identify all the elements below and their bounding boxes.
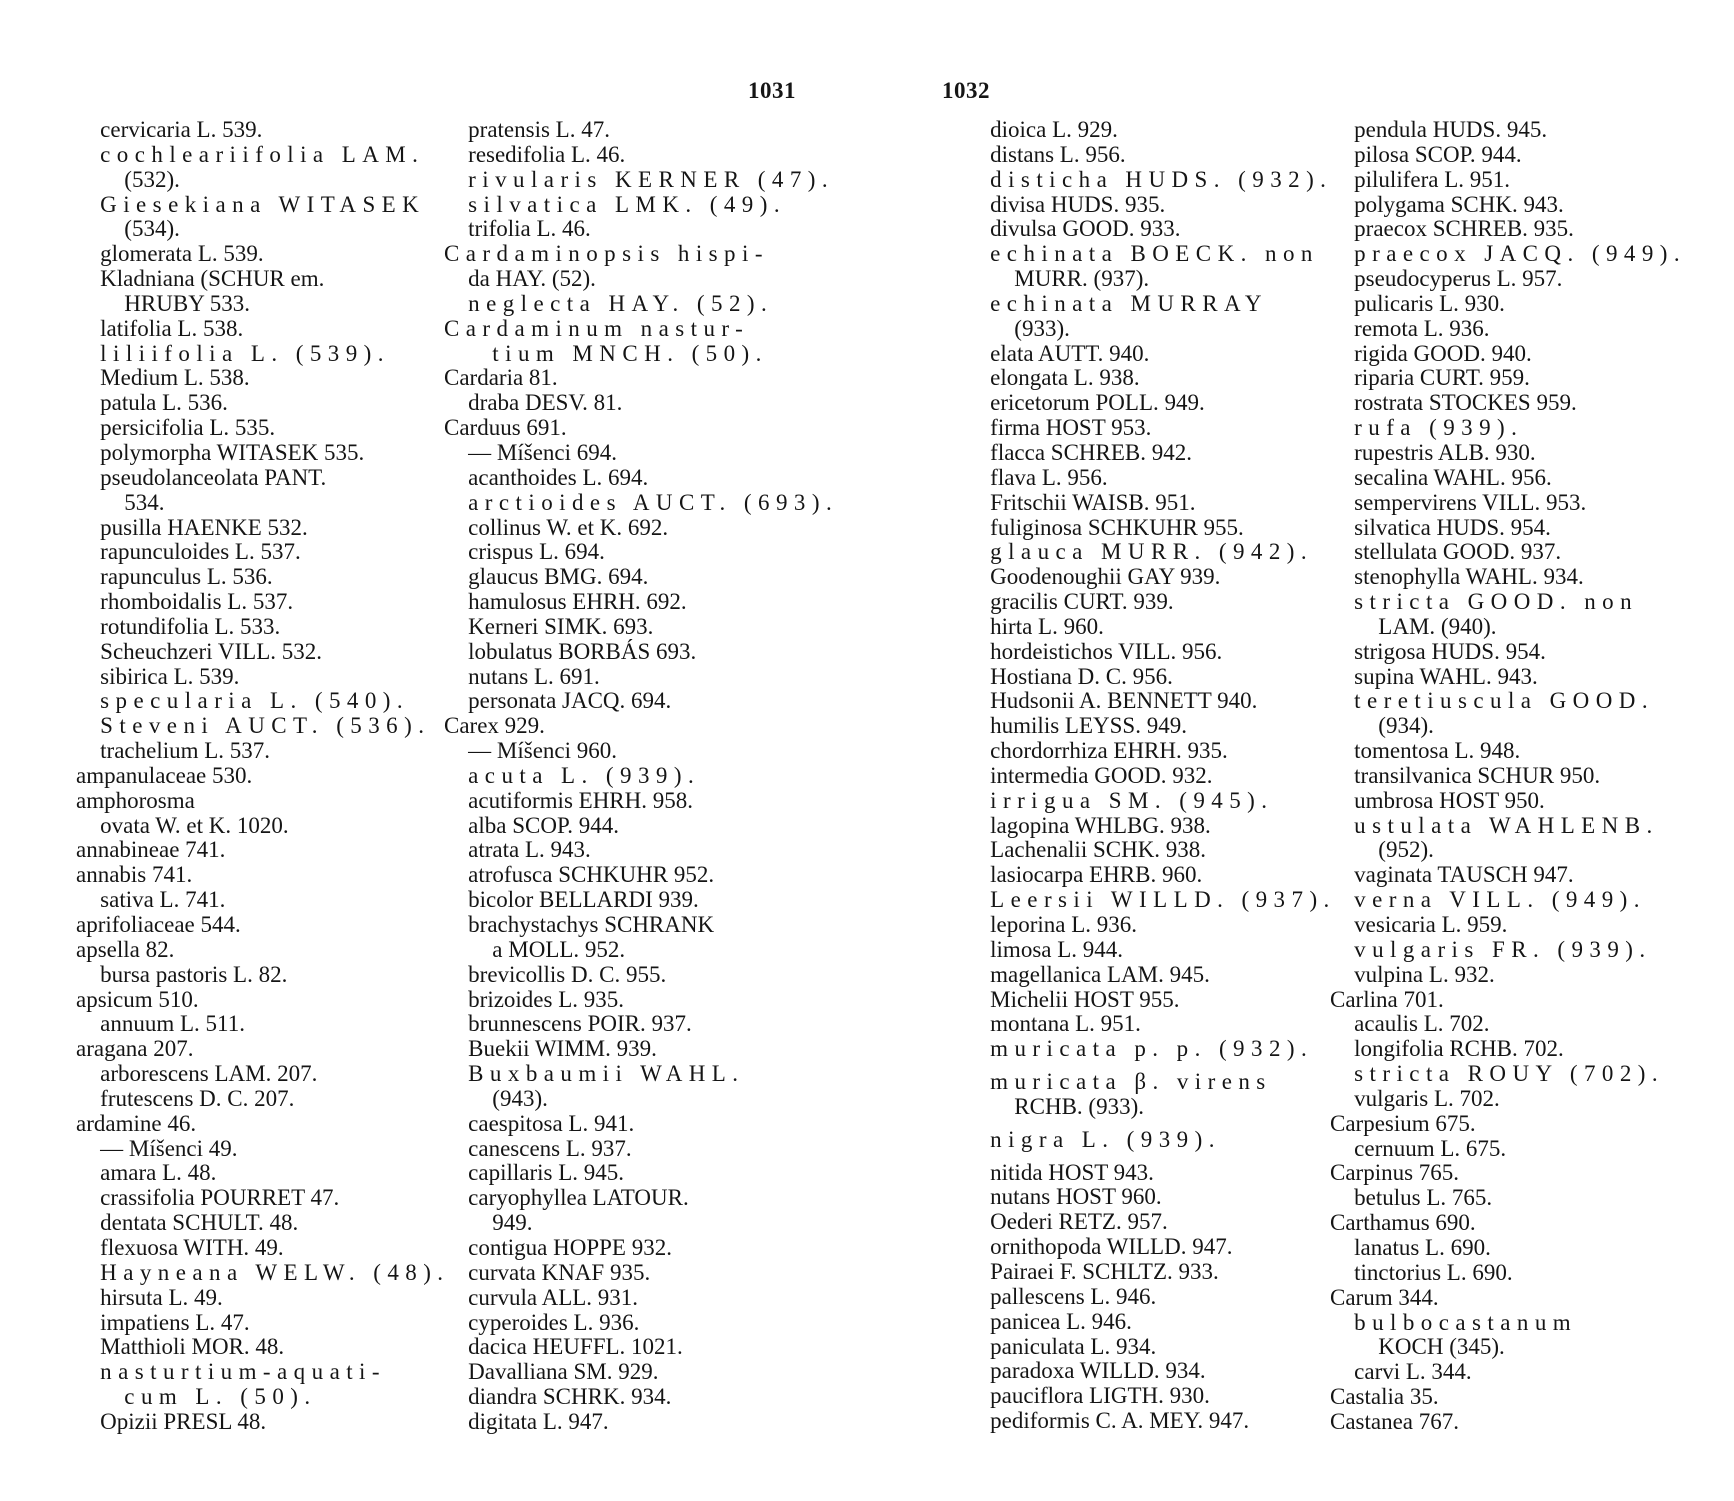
index-entry: silvatica LMK. (49). [468,191,787,217]
index-entry: pseudocyperus L. 957. [1354,266,1563,292]
index-entry: RCHB. (933). [1014,1093,1144,1119]
index-entry: rapunculus L. 536. [100,564,273,590]
index-entry: atrata L. 943. [468,837,591,863]
index-entry: glauca MURR. (942). [990,539,1314,565]
index-entry: riparia CURT. 959. [1354,365,1530,391]
index-entry: tium MNCH. (50). [492,340,768,366]
index-entry: Michelii HOST 955. [990,986,1180,1012]
index-entry: betulus L. 765. [1354,1185,1493,1211]
index-entry: apsella 82. [76,936,175,962]
index-entry: amara L. 48. [100,1160,217,1186]
index-entry: humilis LEYSS. 949. [990,713,1187,739]
index-entry: disticha HUDS. (932). [990,166,1333,192]
index-entry: umbrosa HOST 950. [1354,787,1545,813]
index-entry: flexuosa WITH. 49. [100,1234,284,1260]
index-entry: nutans L. 691. [468,663,600,689]
index-entry: caryophyllea LATOUR. [468,1185,689,1211]
index-entry: a MOLL. 952. [492,936,626,962]
index-entry: draba DESV. 81. [468,390,623,416]
index-entry: bursa pastoris L. 82. [100,961,288,987]
index-entry: muricata β. virens [990,1069,1272,1095]
index-entry: intermedia GOOD. 932. [990,762,1213,788]
index-entry: (933). [1014,315,1070,341]
index-entry: hamulosus EHRH. 692. [468,589,687,615]
index-entry: polymorpha WITASEK 535. [100,439,365,465]
index-entry: acuta L. (939). [468,762,701,788]
index-entry: liliifolia L. (539). [100,340,390,366]
index-entry: Buxbaumii WAHL. [468,1061,745,1087]
index-entry: transilvanica SCHUR 950. [1354,762,1601,788]
index-entry: nigra L. (939). [990,1126,1221,1152]
index-entry: vulgaris FR. (939). [1354,936,1652,962]
index-entry: Matthioli MOR. 48. [100,1334,285,1360]
index-entry: amphorosma [76,787,195,813]
index-entry: LAM. (940). [1378,613,1497,639]
index-entry: secalina WAHL. 956. [1354,464,1552,490]
index-entry: (943). [492,1085,548,1111]
index-entry: muricata p. p. (932). [990,1036,1314,1062]
index-entry: echinata MURRAY [990,290,1268,316]
index-entry: stricta ROUY (702). [1354,1061,1665,1087]
index-entry: remota L. 936. [1354,315,1490,341]
index-entry: pauciflora LIGTH. 930. [990,1383,1210,1409]
index-entry: hirsuta L. 49. [100,1284,223,1310]
index-entry: rufa (939). [1354,415,1524,441]
index-entry: Hayneana WELW. (48). [100,1259,450,1285]
index-entry: glomerata L. 539. [100,241,264,267]
index-entry: Scheuchzeri VILL. 532. [100,638,322,664]
index-entry: rivularis KERNER (47). [468,166,835,192]
index-entry: glaucus BMG. 694. [468,564,649,590]
index-entry: pulicaris L. 930. [1354,290,1505,316]
index-entry: HRUBY 533. [124,290,250,316]
index-entry: stricta GOOD. non [1354,589,1639,615]
index-entry: magellanica LAM. 945. [990,961,1210,987]
index-entry: apsicum 510. [76,986,199,1012]
index-entry: Fritschii WAISB. 951. [990,489,1196,515]
index-entry: pediformis C. A. MEY. 947. [990,1408,1250,1434]
index-entry: divulsa GOOD. 933. [990,216,1181,242]
index-entry: — Míšenci 49. [100,1135,238,1161]
index-entry: rostrata STOCKES 959. [1354,390,1577,416]
index-column-3 [966,118,1336,1434]
index-entry: neglecta HAY. (52). [468,290,774,316]
index-entry: cervicaria L. 539. [100,117,263,142]
index-column-1 [76,118,450,1435]
index-entry: stenophylla WAHL. 934. [1354,564,1584,590]
index-entry: Carpesium 675. [1330,1110,1476,1136]
index-entry: lagopina WHLBG. 938. [990,812,1211,838]
page-number-left: 1031 [748,78,796,103]
index-entry: da HAY. (52). [468,266,596,292]
index-entry: elongata L. 938. [990,365,1140,391]
index-entry: silvatica HUDS. 954. [1354,514,1551,540]
index-entry: Lachenalii SCHK. 938. [990,837,1207,863]
index-entry: Oederi RETZ. 957. [990,1209,1168,1235]
index-entry: arborescens LAM. 207. [100,1061,318,1087]
index-entry: canescens L. 937. [468,1135,632,1161]
index-entry: Leersii WILLD. (937). [990,887,1336,913]
index-entry: Opizii PRESL 48. [100,1408,267,1434]
index-entry: Cardaminopsis hispi- [444,241,769,267]
index-entry: ampanulaceae 530. [76,762,253,788]
index-entry: latifolia L. 538. [100,315,244,341]
index-entry: firma HOST 953. [990,415,1152,441]
index-entry: pilulifera L. 951. [1354,166,1511,192]
index-entry: Carum 344. [1330,1284,1439,1310]
index-entry: Hudsonii A. BENNETT 940. [990,688,1258,714]
index-entry: acaulis L. 702. [1354,1011,1490,1037]
index-entry: Kladniana (SCHUR em. [100,266,325,292]
index-entry: pseudolanceolata PANT. [100,464,327,490]
index-entry: 949. [492,1210,533,1236]
index-entry: KOCH (345). [1378,1334,1505,1360]
page-number-right: 1032 [942,78,990,103]
index-entry: bicolor BELLARDI 939. [468,887,699,913]
index-entry: pendula HUDS. 945. [1354,117,1548,142]
index-entry: (952). [1378,837,1434,863]
index-entry: fuliginosa SCHKUHR 955. [990,514,1244,540]
index-entry: flava L. 956. [990,464,1108,490]
index-entry: nasturtium-aquati- [100,1359,386,1385]
index-entry: rhomboidalis L. 537. [100,589,294,615]
index-entry: Pairaei F. SCHLTZ. 933. [990,1258,1219,1284]
index-entry: Carpinus 765. [1330,1160,1460,1186]
index-entry: divisa HUDS. 935. [990,191,1166,217]
index-entry: digitata L. 947. [468,1408,609,1434]
index-entry: polygama SCHK. 943. [1354,191,1564,217]
index-entry: ovata W. et K. 1020. [100,812,289,838]
index-entry: — Míšenci 960. [468,738,618,764]
index-entry: trifolia L. 46. [468,216,591,242]
index-entry: Cardaria 81. [444,365,558,391]
index-entry: impatiens L. 47. [100,1309,250,1335]
index-entry: brevicollis D. C. 955. [468,961,667,987]
index-entry: vulgaris L. 702. [1354,1085,1500,1111]
index-entry: crassifolia POURRET 47. [100,1185,340,1211]
index-entry: (532). [124,166,180,192]
index-entry: limosa L. 944. [990,936,1124,962]
index-entry: capillaris L. 945. [468,1160,625,1186]
index-entry: arctioides AUCT. (693). [468,489,839,515]
index-entry: Castanea 767. [1330,1408,1460,1434]
index-entry: sempervirens VILL. 953. [1354,489,1587,515]
index-entry: brizoides L. 935. [468,986,625,1012]
index-entry: irrigua SM. (945). [990,787,1274,813]
index-entry: rupestris ALB. 930. [1354,439,1536,465]
index-entry: cum L. (50). [124,1384,317,1410]
index-entry: paniculata L. 934. [990,1333,1157,1359]
index-entry: Medium L. 538. [100,365,250,391]
index-entry: teretiuscula GOOD. [1354,688,1655,714]
index-entry: Carlina 701. [1330,986,1444,1012]
index-entry: pusilla HAENKE 532. [100,514,308,540]
index-entry: (534). [124,216,180,242]
index-entry: vaginata TAUSCH 947. [1354,862,1574,888]
index-entry: ericetorum POLL. 949. [990,390,1205,416]
index-entry: aprifoliaceae 544. [76,912,241,937]
index-entry: montana L. 951. [990,1011,1141,1037]
index-entry: strigosa HUDS. 954. [1354,638,1546,664]
index-entry: ardamine 46. [76,1110,197,1136]
index-entry: dentata SCHULT. 48. [100,1210,299,1236]
index-entry: nutans HOST 960. [990,1184,1162,1210]
index-entry: acutiformis EHRH. 958. [468,787,694,813]
index-entry: Buekii WIMM. 939. [468,1036,657,1062]
index-entry: Goodenoughii GAY 939. [990,564,1221,590]
index-entry: nitida HOST 943. [990,1159,1154,1185]
index-entry: distans L. 956. [990,141,1126,167]
index-entry: persicifolia L. 535. [100,415,276,441]
index-entry: gracilis CURT. 939. [990,589,1174,615]
index-entry: hirta L. 960. [990,613,1104,639]
index-entry: curvata KNAF 935. [468,1259,651,1285]
index-entry: hordeistichos VILL. 956. [990,638,1223,664]
index-entry: cyperoides L. 936. [468,1309,640,1335]
index-entry: dacica HEUFFL. 1021. [468,1334,683,1360]
index-entry: stellulata GOOD. 937. [1354,539,1562,565]
index-entry: contigua HOPPE 932. [468,1234,672,1260]
index-entry: annabis 741. [76,862,193,888]
index-entry: chordorrhiza EHRH. 935. [990,738,1228,764]
index-entry: brunnescens POIR. 937. [468,1011,692,1037]
index-column-4 [1330,118,1686,1435]
index-entry: resedifolia L. 46. [468,141,626,167]
index-entry: collinus W. et K. 692. [468,514,669,540]
index-entry: Cardaminum nastur- [444,315,750,341]
index-entry: tomentosa L. 948. [1354,738,1521,764]
index-entry: cernuum L. 675. [1354,1135,1507,1161]
index-entry: leporina L. 936. [990,912,1138,937]
index-entry: vesicaria L. 959. [1354,912,1508,937]
index-entry: lasiocarpa EHRB. 960. [990,862,1203,888]
index-entry: atrofusca SCHKUHR 952. [468,862,715,888]
index-entry: lanatus L. 690. [1354,1234,1491,1260]
index-entry: Steveni AUCT. (536). [100,713,431,739]
index-entry: paradoxa WILLD. 934. [990,1358,1206,1384]
index-entry: carvi L. 344. [1354,1359,1472,1385]
index-entry: Castalia 35. [1330,1384,1439,1410]
index-entry: cochleariifolia LAM. [100,141,425,167]
index-entry: brachystachys SCHRANK [468,912,715,937]
index-entry: sativa L. 741. [100,887,226,913]
index-entry: sibirica L. 539. [100,663,240,689]
index-entry: crispus L. 694. [468,539,605,565]
index-entry: personata JACQ. 694. [468,688,672,714]
index-entry: Carduus 691. [444,415,567,441]
index-entry: pratensis L. 47. [468,117,610,142]
index-entry: bulbocastanum [1354,1309,1578,1335]
index-entry: ornithopoda WILLD. 947. [990,1234,1233,1260]
index-entry: rotundifolia L. 533. [100,613,281,639]
index-entry: praecox JACQ. (949). [1354,241,1687,267]
index-entry: vulpina L. 932. [1354,961,1495,987]
index-entry: ustulata WAHLENB. [1354,812,1659,838]
index-entry: 534. [124,489,165,515]
index-entry: acanthoides L. 694. [468,464,649,490]
index-entry: diandra SCHRK. 934. [468,1384,672,1410]
index-entry: aragana 207. [76,1036,194,1062]
index-entry: rigida GOOD. 940. [1354,340,1532,366]
index-entry: echinata BOECK. non [990,241,1319,267]
index-entry: longifolia RCHB. 702. [1354,1036,1564,1062]
index-entry: (934). [1378,713,1434,739]
index-entry: curvula ALL. 931. [468,1284,639,1310]
index-entry: annuum L. 511. [100,1011,245,1037]
index-entry: tinctorius L. 690. [1354,1259,1513,1285]
index-entry: pilosa SCOP. 944. [1354,141,1522,167]
index-entry: Carthamus 690. [1330,1210,1476,1236]
index-entry: elata AUTT. 940. [990,340,1150,366]
index-entry: patula L. 536. [100,390,228,416]
index-entry: pallescens L. 946. [990,1283,1157,1309]
index-entry: lobulatus BORBÁS 693. [468,638,697,664]
index-entry: Hostiana D. C. 956. [990,663,1173,689]
index-entry: annabineae 741. [76,837,226,863]
index-entry: Giesekiana WITASEK [100,191,426,217]
index-entry: Carex 929. [444,713,545,739]
index-entry: alba SCOP. 944. [468,812,619,838]
index-entry: verna VILL. (949). [1354,887,1646,913]
index-entry: Kerneri SIMK. 693. [468,613,654,639]
index-entry: specularia L. (540). [100,688,410,714]
index-entry: dioica L. 929. [990,117,1118,142]
index-entry: flacca SCHREB. 942. [990,439,1193,465]
index-entry: Davalliana SM. 929. [468,1359,659,1385]
index-entry: trachelium L. 537. [100,738,271,764]
index-entry: praecox SCHREB. 935. [1354,216,1574,242]
index-entry: — Míšenci 694. [468,439,618,465]
index-entry: rapunculoides L. 537. [100,539,301,565]
index-column-2 [444,118,838,1435]
index-entry: caespitosa L. 941. [468,1110,635,1136]
index-entry: supina WAHL. 943. [1354,663,1538,689]
index-entry: frutescens D. C. 207. [100,1085,295,1111]
index-entry: MURR. (937). [1014,266,1150,292]
index-entry: panicea L. 946. [990,1308,1132,1334]
